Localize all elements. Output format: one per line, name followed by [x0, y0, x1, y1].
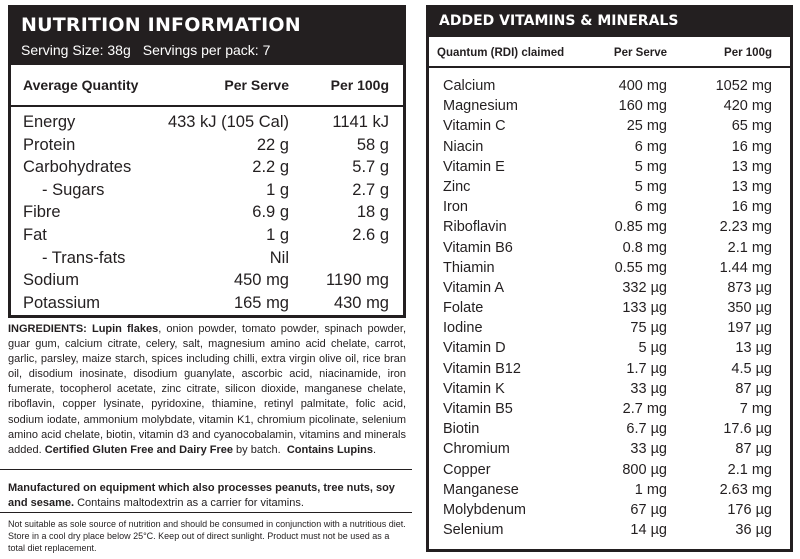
- row-per-serve: 0.55 mg: [614, 259, 667, 276]
- row-label: Chromium: [443, 441, 510, 458]
- row-label: Riboflavin: [443, 219, 507, 236]
- row-per-100g: 2.63 mg: [719, 481, 772, 498]
- row-per-serve: 165 mg: [233, 293, 289, 312]
- row-label: Vitamin B12: [443, 360, 521, 377]
- column-header-per-100g: Per 100g: [330, 77, 389, 93]
- row-label: Fibre: [23, 203, 61, 222]
- row-per-serve: 6 mg: [634, 138, 667, 155]
- row-per-100g: 7 mg: [739, 401, 772, 417]
- row-per-serve: 6 mg: [634, 199, 667, 216]
- ingredients-label: INGREDIENTS:: [8, 323, 87, 335]
- table-row: [429, 177, 790, 197]
- row-per-100g: 13 mg: [731, 158, 772, 175]
- row-per-100g: 1190 mg: [326, 271, 389, 290]
- row-per-serve: 332 µg: [622, 279, 667, 296]
- row-per-100g: 17.6 µg: [723, 421, 772, 438]
- row-per-100g: 430 mg: [333, 293, 389, 312]
- table-row: [429, 278, 790, 298]
- row-label: - Trans-fats: [42, 248, 126, 267]
- table-row: [429, 197, 790, 217]
- row-label: Calcium: [443, 78, 496, 94]
- row-label: Iron: [443, 199, 468, 216]
- column-header-label: Average Quantity: [23, 77, 139, 93]
- row-per-serve: 433 kJ (105 Cal): [167, 113, 289, 131]
- row-per-serve: 1.7 µg: [626, 360, 667, 377]
- row-per-serve: 22 g: [256, 135, 289, 154]
- row-per-serve: 450 mg: [233, 271, 289, 290]
- table-row: [11, 201, 403, 224]
- table-row: [429, 460, 790, 480]
- row-per-100g: 1052 mg: [715, 78, 772, 94]
- row-per-serve: 160 mg: [618, 98, 667, 115]
- table-row: [429, 298, 790, 318]
- row-label: Molybdenum: [443, 501, 527, 518]
- row-per-100g: 873 µg: [727, 279, 772, 296]
- row-label: Vitamin K: [443, 380, 505, 397]
- row-per-100g: 13 µg: [735, 340, 772, 357]
- row-per-serve: 6.9 g: [252, 203, 289, 222]
- row-per-serve: 5 mg: [634, 178, 667, 195]
- row-per-100g: 176 µg: [727, 501, 772, 518]
- row-per-100g: 1141 kJ: [332, 113, 389, 131]
- serving-size: Serving Size: 38g: [21, 42, 131, 58]
- row-per-serve: 800 µg: [622, 461, 667, 478]
- row-label: Biotin: [443, 421, 480, 438]
- row-per-serve: 0.85 mg: [614, 219, 667, 236]
- row-per-100g: 16 mg: [731, 199, 772, 216]
- row-per-100g: 87 µg: [735, 441, 772, 458]
- nutrition-header: [11, 8, 403, 65]
- certified-statement: Certified Gluten Free and Dairy Free: [44, 443, 233, 456]
- row-per-100g: 16 mg: [731, 138, 772, 155]
- row-per-serve: 6.7 µg: [626, 421, 667, 438]
- row-label: Vitamin A: [443, 279, 504, 296]
- contains-suffix: .: [373, 443, 377, 456]
- row-label: Protein: [23, 135, 76, 154]
- table-row: [429, 379, 790, 399]
- row-label: Vitamin B5: [443, 401, 513, 417]
- nutrition-column-headers: [11, 65, 403, 107]
- row-per-100g: 58 g: [356, 135, 389, 154]
- table-row: [429, 399, 790, 419]
- row-per-serve: 14 µg: [630, 522, 667, 539]
- nutrition-rows: [11, 107, 403, 314]
- table-row: [429, 157, 790, 177]
- row-per-serve: 2.2 g: [252, 158, 289, 177]
- allergen-warning: Manufactured on equipment which also processes peanuts, tree nuts, soy and sesame.: [8, 482, 395, 510]
- row-per-100g: 2.6 g: [352, 225, 389, 244]
- row-per-serve: 25 mg: [626, 118, 667, 135]
- table-row: [429, 419, 790, 439]
- row-per-100g: 350 µg: [727, 300, 772, 317]
- row-per-serve: 2.7 mg: [622, 401, 667, 417]
- row-per-100g: 1.44 mg: [719, 259, 772, 276]
- row-per-100g: 2.1 mg: [727, 461, 772, 478]
- table-row: [429, 338, 790, 358]
- row-per-100g: 36 µg: [735, 522, 772, 539]
- row-per-100g: 18 g: [356, 203, 389, 222]
- row-per-serve: 33 µg: [630, 380, 667, 397]
- servings-per-pack: Servings per pack: 7: [142, 42, 271, 58]
- row-per-serve: 0.8 mg: [622, 239, 667, 256]
- disclaimer: Not suitable as sole source of nutrition and should be consumed in conjunction with a nutritious diet. Store in a cool dry place below 25°C. Keep out of direct sunlight. Product must not be used as a total diet replacement.: [8, 519, 406, 554]
- nutrition-panel: [8, 5, 406, 318]
- row-label: Folate: [443, 300, 484, 317]
- row-per-serve: 75 µg: [630, 320, 667, 337]
- row-per-serve: 5 mg: [634, 158, 667, 175]
- row-per-100g: 197 µg: [727, 320, 772, 337]
- table-row: [429, 439, 790, 459]
- table-row: [11, 224, 403, 247]
- table-row: [429, 520, 790, 540]
- table-row: [429, 76, 790, 96]
- row-per-serve: 1 mg: [634, 481, 667, 498]
- row-label: Iodine: [443, 320, 483, 337]
- row-label: Magnesium: [443, 98, 518, 115]
- row-per-serve: 67 µg: [630, 501, 667, 518]
- row-label: Vitamin E: [443, 158, 505, 175]
- table-row: [11, 156, 403, 179]
- serving-info: [21, 41, 393, 59]
- table-row: [11, 134, 403, 157]
- contains-statement: Contains Lupins: [286, 443, 373, 456]
- row-per-100g: 65 mg: [731, 118, 772, 135]
- manufactured-statement: [8, 481, 406, 511]
- table-row: [429, 238, 790, 258]
- row-label: Potassium: [23, 293, 101, 312]
- ingredients-text: [8, 322, 406, 458]
- table-row: [11, 111, 403, 134]
- column-header-per-100g: Per 100g: [724, 47, 772, 59]
- table-row: [429, 217, 790, 237]
- row-per-serve: 133 µg: [622, 300, 667, 317]
- row-label: Niacin: [443, 138, 484, 155]
- row-per-100g: 2.23 mg: [719, 219, 772, 236]
- row-label: - Sugars: [42, 180, 105, 199]
- table-row: [11, 179, 403, 202]
- row-label: Vitamin B6: [443, 239, 513, 256]
- column-header-quantum: Quantum (RDI) claimed: [437, 47, 565, 59]
- table-row: [11, 247, 403, 270]
- vitamins-column-headers: [429, 37, 790, 68]
- table-row: [429, 318, 790, 338]
- table-row: [429, 96, 790, 116]
- ingredients-highlight: Lupin flakes: [91, 323, 159, 335]
- row-label: Fat: [23, 225, 47, 244]
- table-row: [11, 292, 403, 315]
- row-label: Energy: [23, 113, 76, 131]
- row-label: Sodium: [23, 271, 79, 290]
- table-row: [429, 500, 790, 520]
- vitamins-rows: [429, 68, 790, 540]
- row-per-serve: 1 g: [266, 180, 289, 199]
- row-per-serve: 5 µg: [638, 340, 667, 357]
- vitamins-panel: [426, 5, 793, 552]
- row-label: Selenium: [443, 522, 504, 539]
- vitamins-title: ADDED VITAMINS & MINERALS: [429, 8, 790, 37]
- row-label: Carbohydrates: [23, 158, 132, 177]
- row-label: Copper: [443, 461, 491, 478]
- row-per-100g: 13 mg: [731, 178, 772, 195]
- divider: [0, 512, 412, 513]
- table-row: [429, 116, 790, 136]
- row-label: Vitamin C: [443, 118, 506, 135]
- row-per-100g: 2.1 mg: [727, 239, 772, 256]
- row-label: Zinc: [443, 178, 471, 195]
- row-per-serve: Nil: [269, 248, 289, 267]
- row-label: Vitamin D: [443, 340, 506, 357]
- table-row: [11, 269, 403, 292]
- row-per-100g: 5.7 g: [352, 158, 389, 177]
- certified-suffix: by batch.: [233, 443, 281, 456]
- row-per-100g: 420 mg: [723, 98, 772, 115]
- row-per-100g: 87 µg: [735, 380, 772, 397]
- column-header-per-serve: Per Serve: [613, 47, 667, 59]
- divider: [0, 469, 412, 470]
- row-per-serve: 1 g: [266, 225, 289, 244]
- carrier-note: Contains maltodextrin as a carrier for vitamins.: [74, 497, 304, 510]
- nutrition-title: NUTRITION INFORMATION: [21, 14, 301, 36]
- row-per-serve: 400 mg: [618, 78, 667, 94]
- ingredients-list: , onion powder, tomato powder, spinach powder, guar gum, calcium citrate, celery, salt, magnesium amino acid chelate, carrot, garlic, parsley, maize starch, spices including chilli, extra virgin olive oil, rice bran oil, disodium inosinate, disodium guanylate, ascorbic acid, niacinamide, iron fumerate, tocopherol acetate, zinc citrate, silicon dioxide, manganese chelate, riboflavin, copper lysinate, pyridoxine, thiamine, retinyl palmitate, folic acid, sodium iodate, ammonium molybdate, vitamin K1, chromium picolinate, selenium amino acid chelate, biotin, vitamin d3 and cyanocobalamin, vitamins and minerals added.: [8, 323, 407, 456]
- row-per-serve: 33 µg: [630, 441, 667, 458]
- column-header-per-serve: Per Serve: [224, 77, 289, 93]
- table-row: [429, 359, 790, 379]
- row-per-100g: 4.5 µg: [731, 360, 772, 377]
- table-row: [429, 480, 790, 500]
- row-per-100g: 2.7 g: [352, 180, 389, 199]
- row-label: Thiamin: [443, 259, 495, 276]
- row-label: Manganese: [443, 481, 519, 498]
- table-row: [429, 137, 790, 157]
- table-row: [429, 258, 790, 278]
